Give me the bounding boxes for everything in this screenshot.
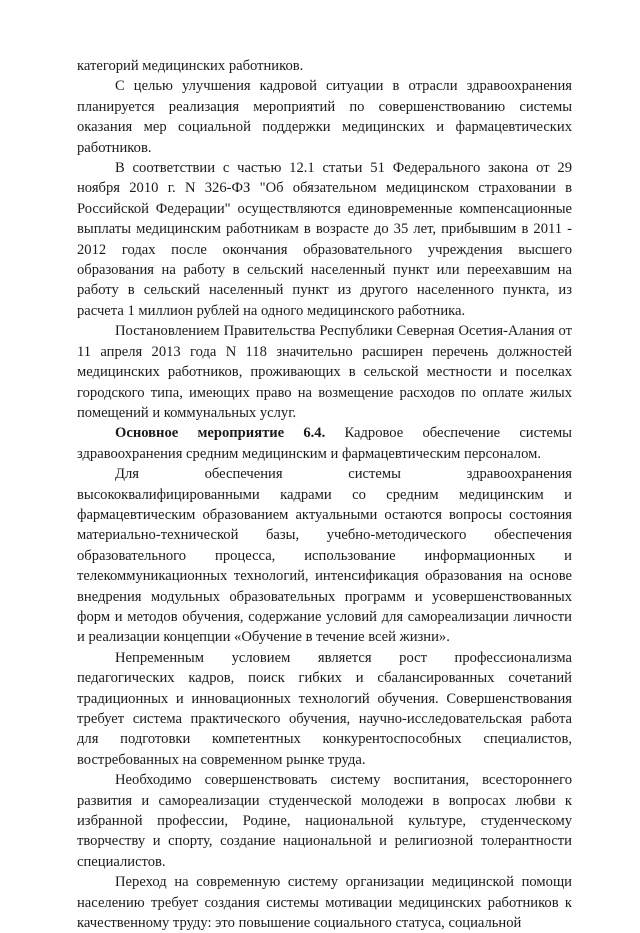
paragraph-continuation: категорий медицинских работников. <box>77 58 304 74</box>
paragraph-professionalism: Непременным условием является рост профессионализма педагогических кадров, поиск гибких и сбалансированных сочетаний традиционных и инновационных технологий обучения. Совершенствования требует система практического обучения, научно-исследовательская работа для подготовки компетентных конкурентоспособных специалистов, востребованных на современном рынке труда. <box>77 649 572 768</box>
paragraph-staffing-improvement: С целью улучшения кадровой ситуации в отрасли здравоохранения планируется реализация мероприятий по совершенствованию системы оказания мер социальной поддержки медицинских и фармацевтических работников. <box>77 78 572 156</box>
activity-heading: Основное мероприятие 6.4. <box>115 425 326 442</box>
paragraph-government-decree: Постановлением Правительства Республики Северная Осетия-Алания от 11 апреля 2013 года N 118 значительно расширен перечень должностей медицинских работников, проживающих в сельской местности и поселках городского типа, имеющих право на возмещение расходов по оплате жилых помещений и коммунальных услуг. <box>77 323 572 421</box>
paragraph-education-system: Необходимо совершенствовать систему воспитания, всестороннего развития и самореализации студенческой молодежи в вопросах любви к избранной профессии, Родине, национальной культуре, студенческому творчеству и спорту, создание национальной и религиозной толерантности специалистов. <box>77 772 572 870</box>
paragraph-main-activity-6-4 <box>77 423 572 464</box>
activity-description: Кадровое обеспечение системы здравоохранения средним медицинским и фармацевтическим персоналом. <box>77 425 572 462</box>
paragraph-motivation-system: Переход на современную систему организации медицинской помощи населению требует создания системы мотивации медицинских работников к качественному труду: это повышение социального статуса, социальной <box>77 874 572 932</box>
paragraph-qualified-staff: Для обеспечения системы здравоохранения высококвалифицированными кадрами со средним медицинским и фармацевтическим образованием актуальными остаются вопросы состояния материально-технической базы, учебно-методического обеспечения образовательного процесса, использование информационных и телекоммуникационных технологий, интенсификация образования на основе внедрения модульных образовательных программ и усовершенствованных форм и методов обучения, содержание условий для самореализации личности и реализации концепции «Обучение в течение всей жизни». <box>77 466 572 646</box>
paragraph-compensation-payments: В соответствии с частью 12.1 статьи 51 Федерального закона от 29 ноября 2010 г. N 326-ФЗ "Об обязательном медицинском страховании в Российской Федерации" осуществляются единовременные компенсационные выплаты медицинским работникам в возрасте до 35 лет, прибывшим в 2011 - 2012 годах после окончания образовательного учреждения высшего образования на работу в сельский населенный пункт или переехавшим на работу в сельский населенный пункт из другого населенного пункта, из расчета 1 миллион рублей на одного медицинского работника. <box>77 160 572 319</box>
